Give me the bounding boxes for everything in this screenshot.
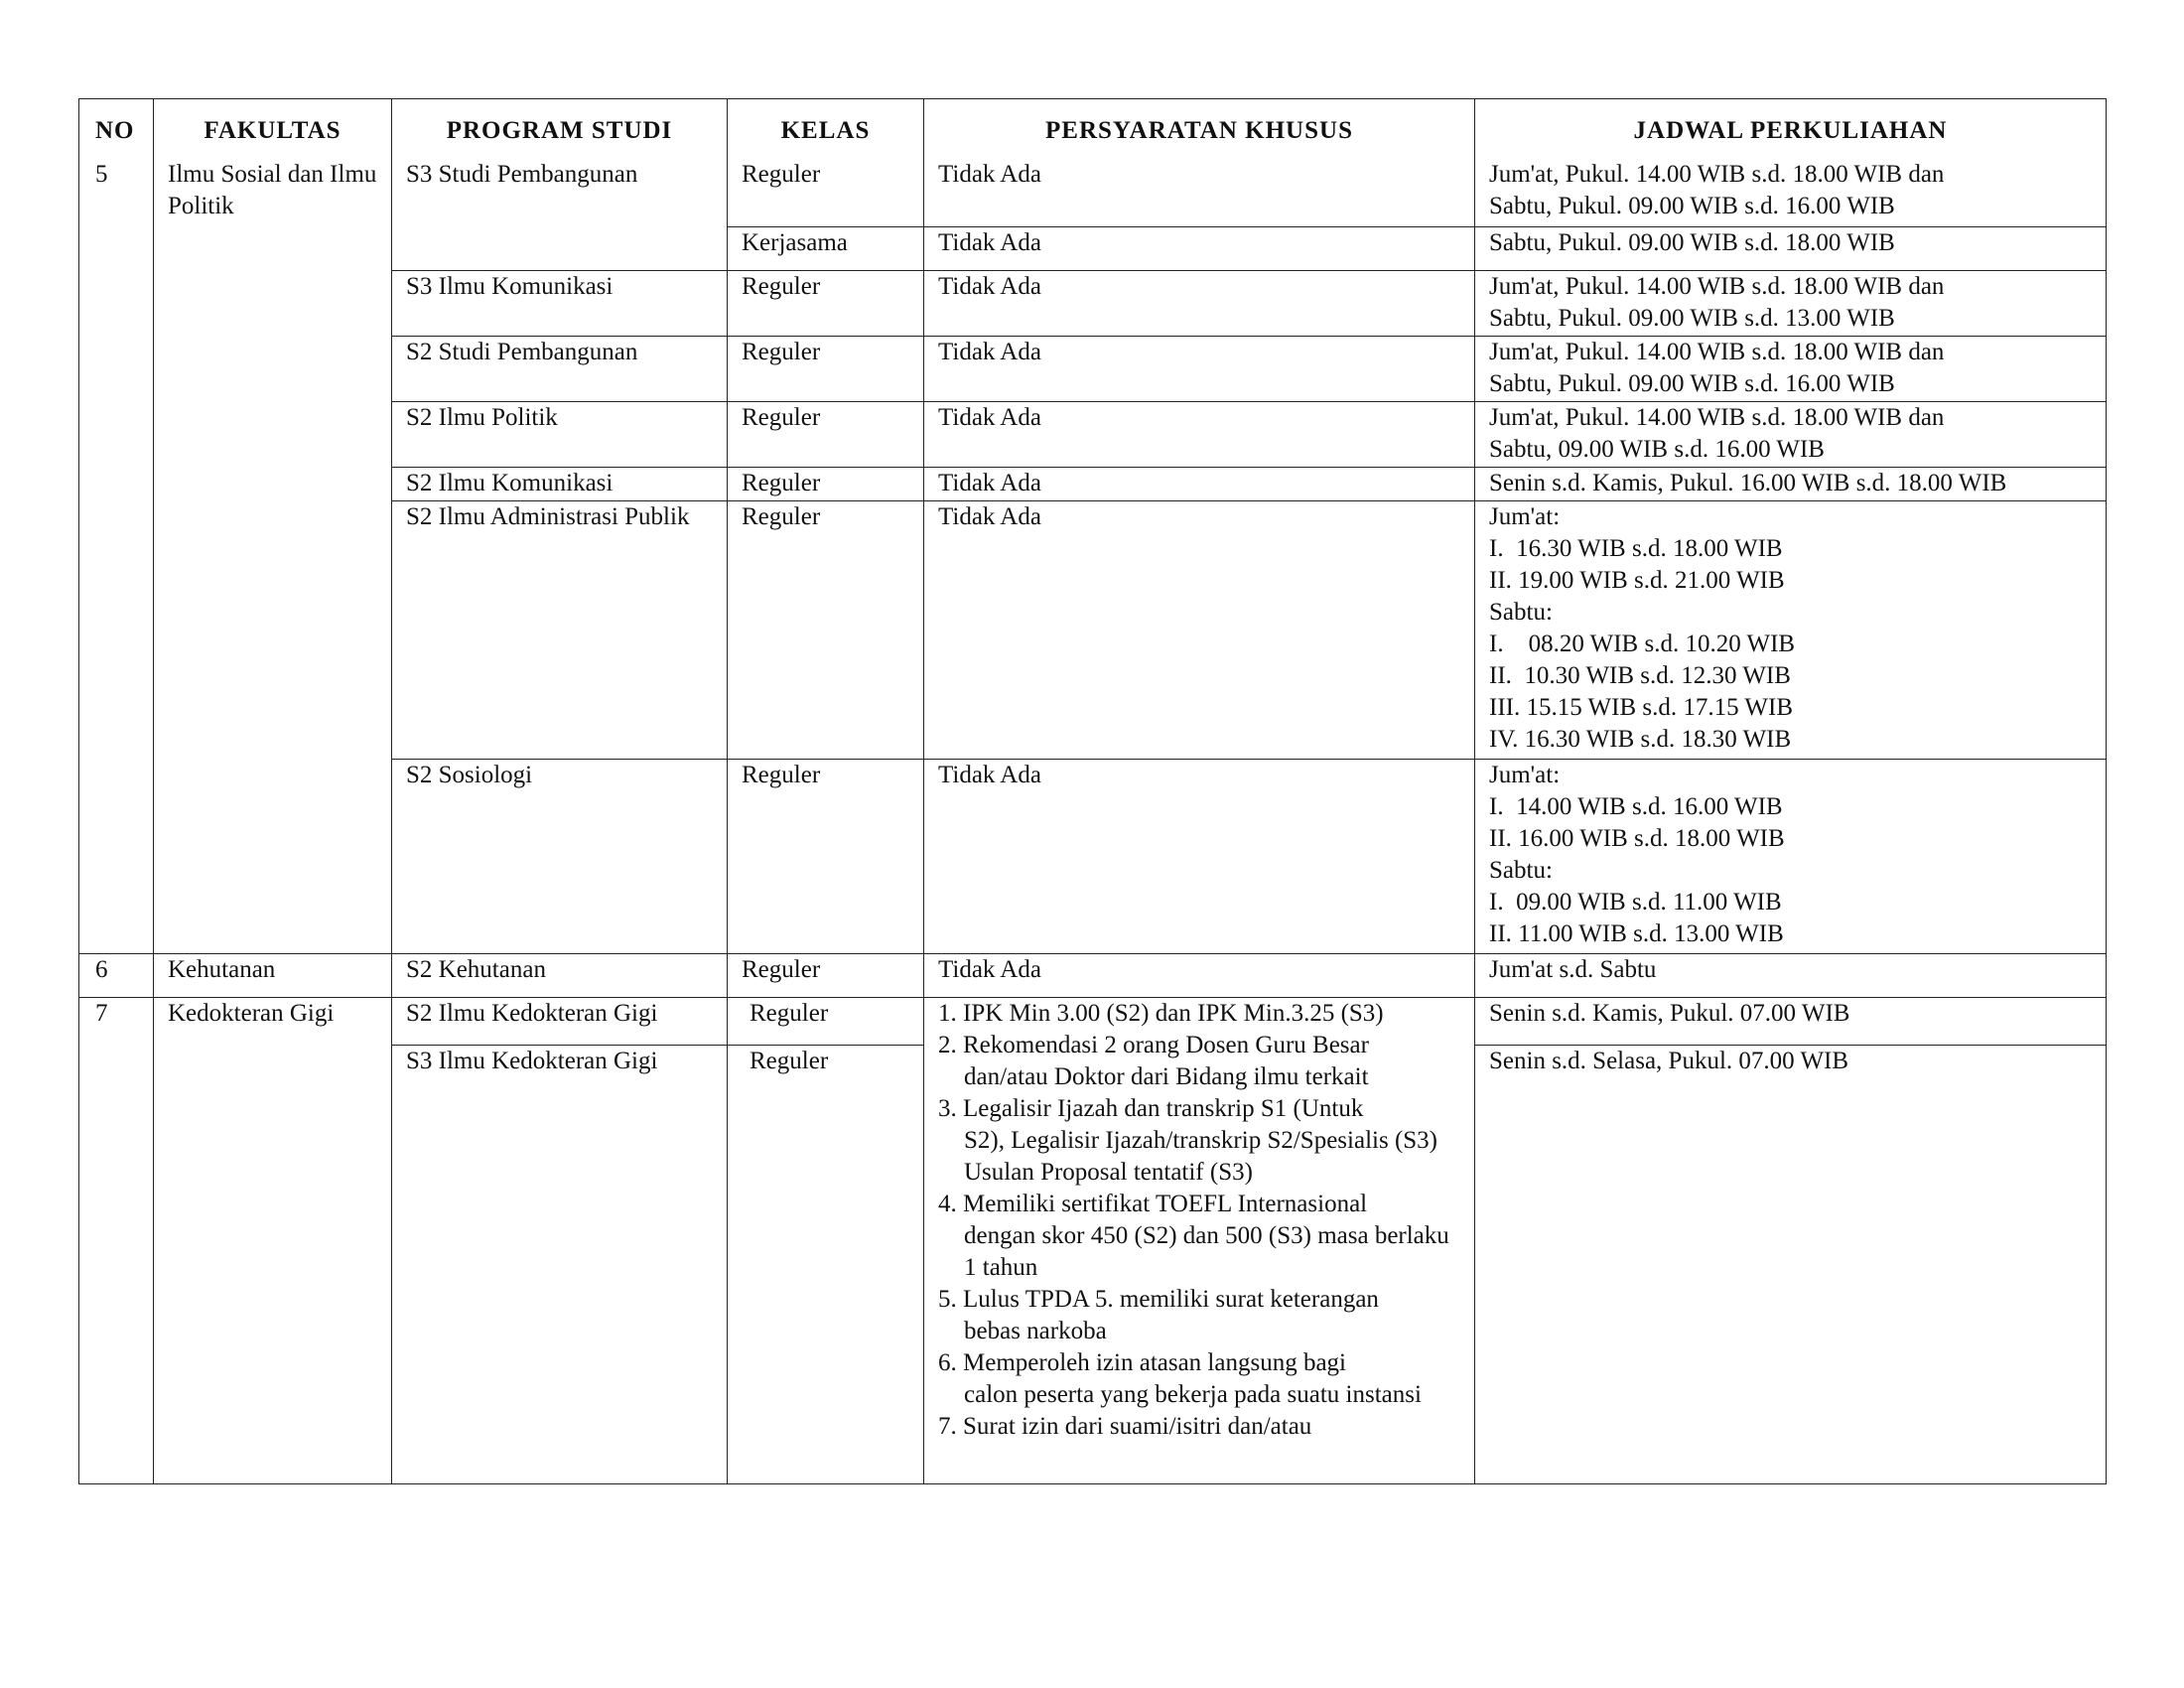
jadwal-line: I. 08.20 WIB s.d. 10.20 WIB	[1489, 630, 1796, 657]
cell-program-studi: S2 Ilmu Politik	[392, 401, 728, 467]
cell-program-studi: S2 Ilmu Kedokteran Gigi	[392, 997, 728, 1045]
table-row	[79, 953, 2107, 997]
jadwal-line: Jum'at:	[1489, 761, 1561, 788]
cell-no: 6	[79, 953, 154, 997]
header-row	[79, 99, 2107, 156]
cell-persyaratan: Tidak Ada	[924, 467, 1475, 500]
cell-program-studi: S3 Ilmu Komunikasi	[392, 270, 728, 336]
cell-no: 7	[79, 997, 154, 1483]
requirement-item	[938, 1347, 1460, 1411]
header-no: NO	[79, 99, 154, 156]
requirement-text: 7. Surat izin dari suami/isitri dan/atau	[938, 1412, 1312, 1440]
cell-no: 5	[79, 155, 154, 953]
jadwal-line: Sabtu, Pukul. 09.00 WIB s.d. 16.00 WIB	[1489, 193, 1895, 219]
jadwal-line: Senin s.d. Selasa, Pukul. 07.00 WIB	[1489, 1047, 1849, 1074]
jadwal-line: Jum'at s.d. Sabtu	[1489, 955, 1657, 983]
jadwal-line: III. 15.15 WIB s.d. 17.15 WIB	[1489, 693, 1793, 721]
cell-fakultas: Ilmu Sosial dan Ilmu Politik	[154, 155, 392, 953]
requirement-text: 1. IPK Min 3.00 (S2) dan IPK Min.3.25 (S3)	[938, 999, 1384, 1027]
requirement-text: dengan skor 450 (S2) dan 500 (S3) masa berlaku 1 tahun	[964, 1221, 1449, 1281]
header-jadwal: JADWAL PERKULIAHAN	[1475, 99, 2107, 156]
cell-persyaratan: Tidak Ada	[924, 226, 1475, 270]
requirement-text: S2), Legalisir Ijazah/transkrip S2/Spesialis (S3) Usulan Proposal tentatif (S3)	[964, 1126, 1438, 1186]
cell-kelas: Reguler	[728, 155, 924, 226]
cell-persyaratan: Tidak Ada	[924, 953, 1475, 997]
cell-kelas: Reguler	[728, 467, 924, 500]
requirement-text: dan/atau Doktor dari Bidang ilmu terkait	[964, 1062, 1369, 1090]
cell-jadwal	[1475, 759, 2107, 953]
cell-persyaratan: Tidak Ada	[924, 336, 1475, 401]
cell-kelas: Reguler	[728, 997, 924, 1045]
cell-kelas: Reguler	[728, 336, 924, 401]
table-row	[79, 997, 2107, 1045]
jadwal-line: II. 11.00 WIB s.d. 13.00 WIB	[1489, 919, 1784, 947]
cell-kelas: Reguler	[728, 1045, 924, 1483]
jadwal-line: I. 16.30 WIB s.d. 18.00 WIB	[1489, 534, 1783, 562]
requirement-item	[938, 1411, 1460, 1443]
cell-jadwal	[1475, 997, 2107, 1045]
cell-kelas: Kerjasama	[728, 226, 924, 270]
cell-persyaratan: Tidak Ada	[924, 155, 1475, 226]
table-row	[79, 155, 2107, 226]
requirement-text: 3. Legalisir Ijazah dan transkrip S1 (Untuk	[938, 1094, 1364, 1122]
cell-jadwal	[1475, 270, 2107, 336]
cell-jadwal	[1475, 336, 2107, 401]
table-header	[79, 99, 2107, 156]
cell-persyaratan: Tidak Ada	[924, 759, 1475, 953]
table-body	[79, 155, 2107, 1483]
cell-persyaratan: Tidak Ada	[924, 401, 1475, 467]
schedule-table	[78, 98, 2107, 1484]
requirement-item	[938, 1030, 1460, 1093]
jadwal-line: Senin s.d. Kamis, Pukul. 07.00 WIB	[1489, 999, 1850, 1027]
jadwal-line: Senin s.d. Kamis, Pukul. 16.00 WIB s.d. 18.00 WIB	[1489, 469, 2007, 496]
jadwal-line: Jum'at, Pukul. 14.00 WIB s.d. 18.00 WIB dan	[1489, 161, 1945, 188]
cell-persyaratan: Tidak Ada	[924, 270, 1475, 336]
jadwal-line: Jum'at, Pukul. 14.00 WIB s.d. 18.00 WIB dan	[1489, 272, 1945, 300]
jadwal-line: II. 16.00 WIB s.d. 18.00 WIB	[1489, 824, 1785, 852]
jadwal-line: II. 19.00 WIB s.d. 21.00 WIB	[1489, 566, 1785, 594]
cell-kelas: Reguler	[728, 500, 924, 759]
requirement-text: 4. Memiliki sertifikat TOEFL Internasional	[938, 1190, 1368, 1217]
cell-jadwal	[1475, 1045, 2107, 1483]
requirement-text: 5. Lulus TPDA 5. memiliki surat keterangan	[938, 1285, 1379, 1313]
cell-jadwal	[1475, 467, 2107, 500]
jadwal-line: Jum'at:	[1489, 502, 1561, 530]
cell-jadwal	[1475, 953, 2107, 997]
cell-jadwal	[1475, 401, 2107, 467]
cell-fakultas: Kedokteran Gigi	[154, 997, 392, 1483]
requirement-item	[938, 998, 1460, 1030]
jadwal-line: Sabtu, Pukul. 09.00 WIB s.d. 13.00 WIB	[1489, 304, 1895, 332]
cell-program-studi: S2 Sosiologi	[392, 759, 728, 953]
cell-program-studi: S2 Ilmu Komunikasi	[392, 467, 728, 500]
jadwal-line: Jum'at, Pukul. 14.00 WIB s.d. 18.00 WIB dan	[1489, 338, 1945, 365]
jadwal-line: Sabtu, Pukul. 09.00 WIB s.d. 18.00 WIB	[1489, 228, 1895, 256]
cell-program-studi: S2 Ilmu Administrasi Publik	[392, 500, 728, 759]
cell-fakultas: Kehutanan	[154, 953, 392, 997]
requirement-item	[938, 1093, 1460, 1189]
header-program-studi: PROGRAM STUDI	[392, 99, 728, 156]
cell-kelas: Reguler	[728, 759, 924, 953]
cell-jadwal	[1475, 500, 2107, 759]
jadwal-line: I. 09.00 WIB s.d. 11.00 WIB	[1489, 888, 1782, 915]
cell-persyaratan: Tidak Ada	[924, 500, 1475, 759]
requirement-text: 2. Rekomendasi 2 orang Dosen Guru Besar	[938, 1031, 1369, 1058]
cell-jadwal	[1475, 155, 2107, 226]
jadwal-line: Sabtu, 09.00 WIB s.d. 16.00 WIB	[1489, 435, 1825, 463]
header-kelas: KELAS	[728, 99, 924, 156]
header-fakultas: FAKULTAS	[154, 99, 392, 156]
requirement-text: 6. Memperoleh izin atasan langsung bagi	[938, 1348, 1346, 1376]
jadwal-line: Jum'at, Pukul. 14.00 WIB s.d. 18.00 WIB dan	[1489, 403, 1945, 431]
cell-program-studi: S3 Ilmu Kedokteran Gigi	[392, 1045, 728, 1483]
cell-kelas: Reguler	[728, 270, 924, 336]
requirement-text: calon peserta yang bekerja pada suatu instansi	[964, 1380, 1422, 1408]
cell-program-studi: S2 Kehutanan	[392, 953, 728, 997]
cell-persyaratan	[924, 997, 1475, 1483]
requirement-text: bebas narkoba	[964, 1317, 1107, 1344]
jadwal-line: II. 10.30 WIB s.d. 12.30 WIB	[1489, 661, 1791, 689]
requirement-item	[938, 1284, 1460, 1347]
header-persyaratan: PERSYARATAN KHUSUS	[924, 99, 1475, 156]
jadwal-line: I. 14.00 WIB s.d. 16.00 WIB	[1489, 792, 1783, 820]
cell-program-studi: S3 Studi Pembangunan	[392, 155, 728, 270]
cell-program-studi: S2 Studi Pembangunan	[392, 336, 728, 401]
jadwal-line: Sabtu:	[1489, 856, 1553, 884]
cell-kelas: Reguler	[728, 401, 924, 467]
requirement-item	[938, 1189, 1460, 1284]
cell-kelas: Reguler	[728, 953, 924, 997]
cell-jadwal	[1475, 226, 2107, 270]
jadwal-line: Sabtu, Pukul. 09.00 WIB s.d. 16.00 WIB	[1489, 369, 1895, 397]
jadwal-line: Sabtu:	[1489, 598, 1553, 626]
jadwal-line: IV. 16.30 WIB s.d. 18.30 WIB	[1489, 725, 1792, 753]
